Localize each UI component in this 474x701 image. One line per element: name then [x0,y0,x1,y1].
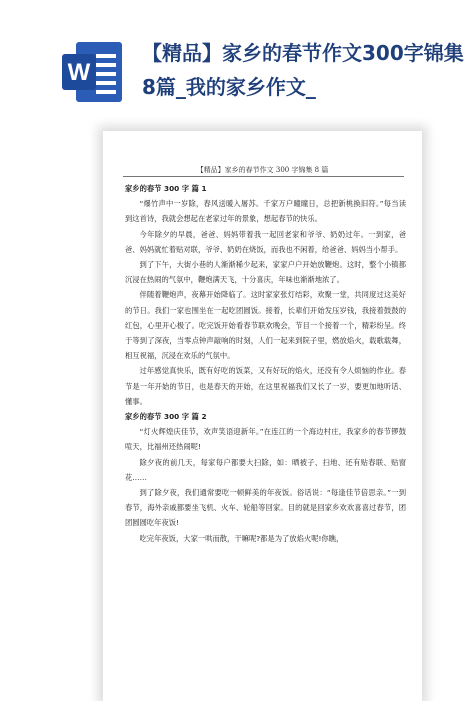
header-divider [123,176,404,177]
section-heading: 家乡的春节 300 字 篇 2 [125,412,207,422]
page-title: 【精品】家乡的春节作文300字锦集8篇_我的家乡作文_ [142,41,464,99]
body-paragraph: 到了除夕夜，我们通常要吃一顿鲜美的年夜饭。俗话说：“每逢佳节倍思亲。”一到春节，海外亲戚都要坐飞机、火车、轮船等回家。目的就是回家乡欢欢喜喜过春节，团团圆圆吃年夜饭! [125,488,406,528]
body-paragraph: 伴随着鞭炮声，夜幕开始降临了。这时家家张灯结彩，欢聚一堂，共同度过这美好的节日。我们一家也围坐在一起吃团圆饭。接着，长辈们开始发压岁钱，我接着鼓鼓的红包，心里开心极了。吃完饭开始看春节联欢晚会，节目一个接着一个，精彩纷呈。终于等到了深夜，当零点钟声敲响的时刻，人们一起来到院子里，燃放焰火，载歌载舞，相互祝福，沉浸在欢乐的气氛中。 [125,290,406,361]
body-paragraph: 到了下午，大街小巷的人渐渐稀少起来，家家户户开始放鞭炮。这时，整个小镇都沉浸在热闹的气氛中，鞭炮满天飞，十分喜庆，年味也渐渐地浓了。 [125,260,406,285]
word-letter: W [67,59,91,86]
body-paragraph: 过年感觉真快乐，既有好吃的饭菜，又有好玩的焰火，还没有令人烦恼的作业。春节是一年开始的节日，也是春天的开始，在这里祝福我们又长了一岁，要更加地听话、懂事。 [125,366,406,406]
word-doc-icon [60,40,124,104]
body-paragraph: 今年除夕的早晨，爸爸、妈妈带着我一起回老家和爷爷、奶奶过年。一到家，爸爸、妈妈就忙着贴对联，爷爷、奶奶在烧饭，而我也不闲着，给爸爸、妈妈当小帮手。 [125,229,406,254]
document-page [103,131,422,701]
body-paragraph: 吃完年夜饭，大家一哄而散，干嘛呢?都是为了放焰火呢!你瞧， [139,533,344,543]
document-body [125,181,406,546]
body-paragraph: “灯火辉煌庆佳节，欢声笑语迎新年。”在连江的一个海边村庄，我家乡的春节锣鼓喧天，比福州还热闹呢! [125,427,406,452]
document-running-header: 【精品】家乡的春节作文 300 字锦集 8 篇 [196,166,329,174]
body-paragraph: “爆竹声中一岁除，春风送暖入屠苏。千家万户曈曈日，总把新桃换旧符。”每当读到这首诗，我就会想起在老家过年的景象，想起春节的快乐。 [125,199,406,224]
body-paragraph: 除夕夜的前几天，每家每户都要大扫除，如：晒被子、扫地、还有贴春联、贴窗花…… [125,457,406,482]
section-heading: 家乡的春节 300 字 篇 1 [125,184,207,193]
